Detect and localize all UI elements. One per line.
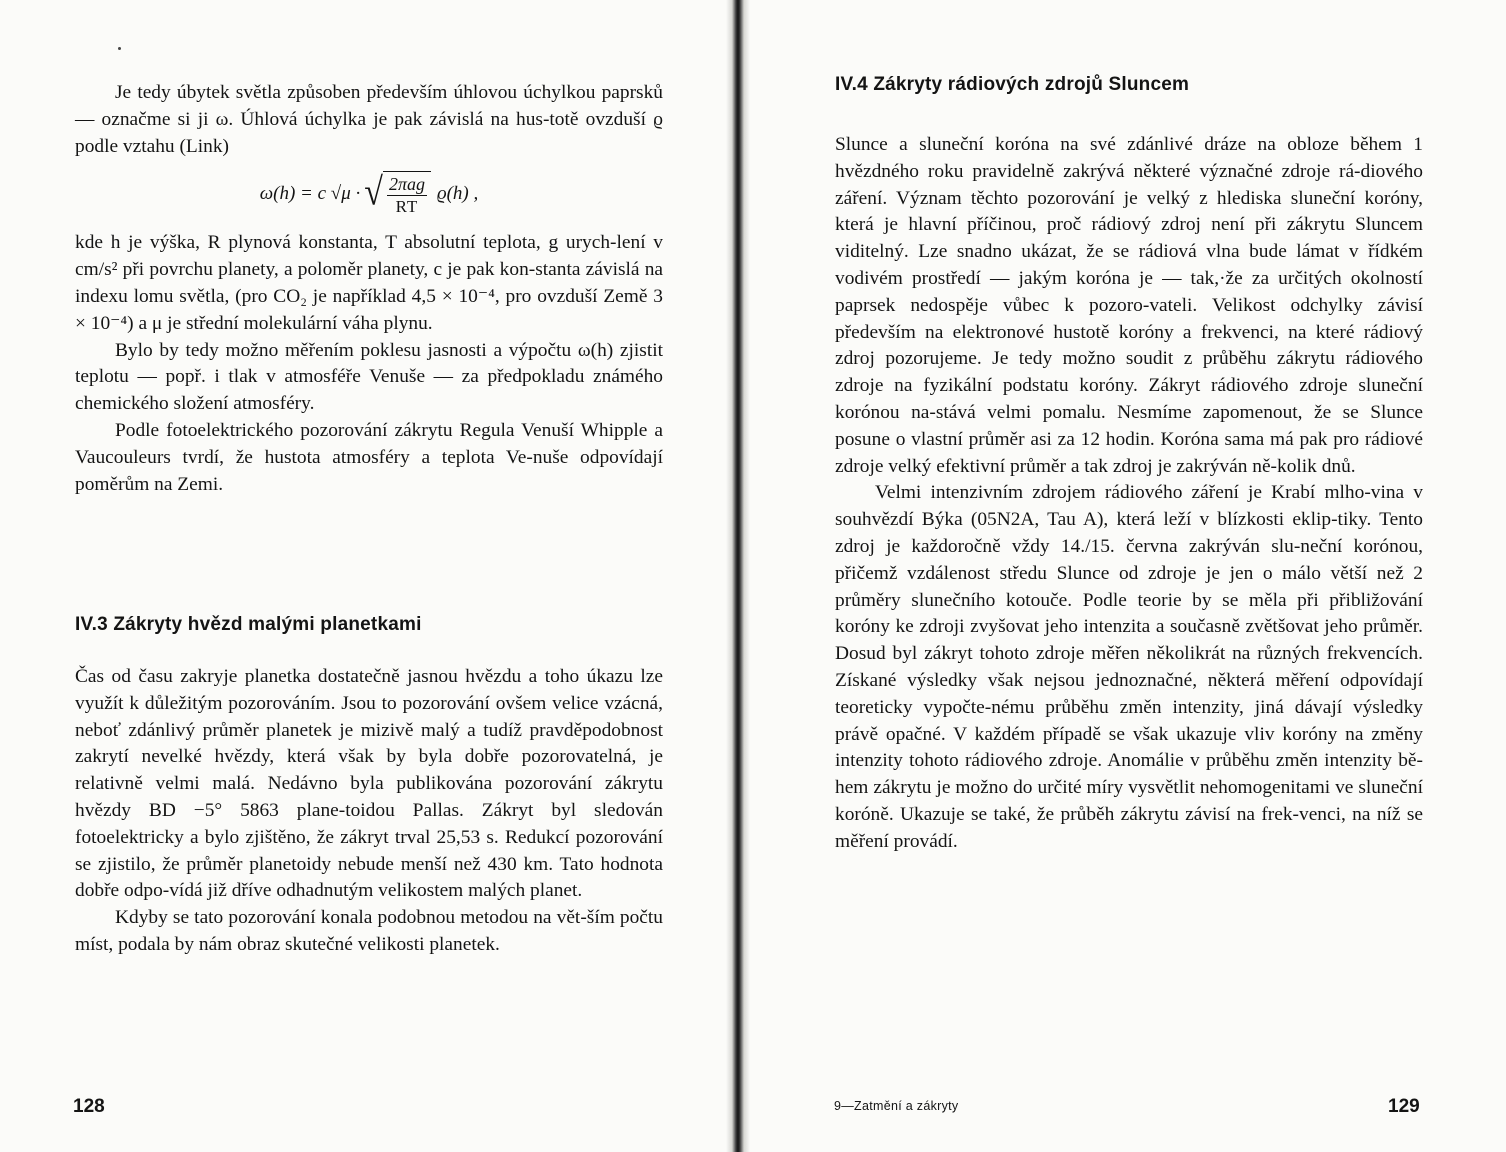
book-gutter xyxy=(726,0,750,1152)
section-heading-iv4: IV.4 Zákryty rádiových zdrojů Sluncem xyxy=(835,74,1190,95)
left-page xyxy=(0,0,728,1152)
formula-numerator: 2πag xyxy=(388,173,425,194)
page-number-right: 129 xyxy=(1388,1096,1420,1117)
left-paragraph-6: Kdyby se tato pozorování konala podobnou metodou na vět-ším počtu míst, podala by nám obraz skutečné velikosti planetek. xyxy=(75,907,663,955)
ink-speck xyxy=(118,47,121,50)
page-number-left: 128 xyxy=(73,1096,105,1117)
page-footer-signature: 9—Zatmění a zákryty xyxy=(834,1099,959,1113)
section-heading-iv3: IV.3 Zákryty hvězd malými planetkami xyxy=(75,614,422,635)
refraction-formula xyxy=(75,162,663,226)
left-paragraph-3: Bylo by tedy možno měřením poklesu jasnosti a výpočtu ω(h) zjistit teplotu — popř. i tlak v atmosféře Venuše — za předpokladu známého chemického složení atmosféry. xyxy=(75,339,663,415)
left-paragraph-4: Podle fotoelektrického pozorování zákrytu Regula Venuší Whipple a Vaucouleurs tvrdí, že hustota atmosféry a teplota Ve-nuše odpovídají poměrům na Zemi. xyxy=(75,419,663,495)
formula-sqrt xyxy=(364,171,437,218)
left-text-block xyxy=(75,80,663,498)
left-paragraph-1: Je tedy úbytek světla způsoben především úhlovou úchylkou paprsků — označme si ji ω. Úhlová úchylka je pak závislá na hus-totě ovzduší ϱ podle vztahu (Link) xyxy=(75,82,663,157)
formula-fraction xyxy=(383,171,431,218)
left-paragraph-2: kde h je výška, R plynová konstanta, T absolutní teplota, g urych-lení v cm/s² při povrchu planety, a poloměr planety, c je pak kon-stanta závislá na indexu lomu světla, (pro CO₂ je například 4,5 × 10⁻⁴, pro ovzduší Země 3 × 10⁻⁴) a μ je střední molekulární váha plynu. xyxy=(75,232,663,334)
formula-denominator: RT xyxy=(395,196,419,216)
left-text-block-2 xyxy=(75,664,663,959)
right-paragraph-2: Velmi intenzivním zdrojem rádiového záření je Krabí mlho-vina v souhvězdí Býka (05N2A, Tau A), která leží v blízkosti eklip-tiky. Tento zdroj je každoročně vždy 14./15. června zakrýván slu-neční korónou, přičemž vzdálenost středu Slunce od zdroje je jen o málo větší než 2 průměry slunečního kotouče. Podle teorie by se měla při přibližování koróny ke zdroji zvyšovat jeho intenzita a současně zvětšovat jeho průměr. Dosud byl zákryt tohoto zdroje měřen několikrát na různých frekvencích. Získané výsledky však nejsou jednoznačné, některá měření odpovídají teoreticky vypočte-nému průběhu změn intenzity, jiná dávají výsledky právě opačné. V každém případě se však ukazuje vliv koróny na změny intenzity tohoto rádiového zdroje. Anomálie v průběhu změn intenzity bě-hem zákrytu je možno do určité míry vysvětlit nehomogenitami ve sluneční koróně. Ukazuje se také, že průběh zákrytu závisí na frek-venci, na níž se měření provádí. xyxy=(835,482,1423,852)
right-text-block xyxy=(835,132,1423,856)
sqrt-sign-icon: √ xyxy=(364,170,383,214)
formula-lhs: ω(h) = c √μ · xyxy=(259,183,361,205)
left-paragraph-5: Čas od času zakryje planetka dostatečně jasnou hvězdu a toho úkazu lze využít k důležitým pozorováním. Jsou to pozorování ovšem velice vzácná, neboť zdánlivý průměr planetek je mizivě malý a tudíž pravděpodobnost zakrytí nevelké hvězdy, která však by byla dobře pozorovatelná, je relativně velmi malá. Nedávno byla publikována pozorování zákrytu hvězdy BD −5° 5863 plane-toidou Pallas. Zákryt byl sledován fotoelektricky a bylo zjištěno, že zákryt trval 25,53 s. Redukcí pozorování se zjistilo, že průměr planetoidy nebude menší než 430 km. Tato hodnota dobře odpo-vídá již dříve odhadnutým velikostem malých planet. xyxy=(75,666,663,902)
formula-rhs: ϱ(h) , xyxy=(436,183,479,205)
right-paragraph-1: Slunce a sluneční koróna na své zdánlivé dráze na obloze během 1 hvězdného roku pravidelně zakrývá některé význačné zdroje rá-diového záření. Význam těchto pozorování je velký z hlediska sluneční koróny, která je hlavní příčinou, proč rádiový zdroj není při zákrytu Sluncem viditelný. Lze snadno ukázat, že se rádiová vlna bude lámat v řídkém vodivém prostředí — jakým koróna je — tak,·že za určitých okolností paprsek nedospěje vůbec k pozoro-vateli. Velikost odchylky závisí především na elektronové hustotě koróny a frekvenci, na které rádiový zdroj pozorujeme. Je tedy možno soudit z průběhu zákrytu rádiového zdroje na fyzikální podstatu koróny. Zákryt rádiového zdroje sluneční korónou na-stává velmi pomalu. Nesmíme zapomenout, že se Slunce posune o vlastní průměr asi za 12 hodin. Koróna sama má pak pro rádiové zdroje velký efektivní průměr a tak zdroj je zakrýván ně-kolik dnů. xyxy=(835,134,1423,477)
